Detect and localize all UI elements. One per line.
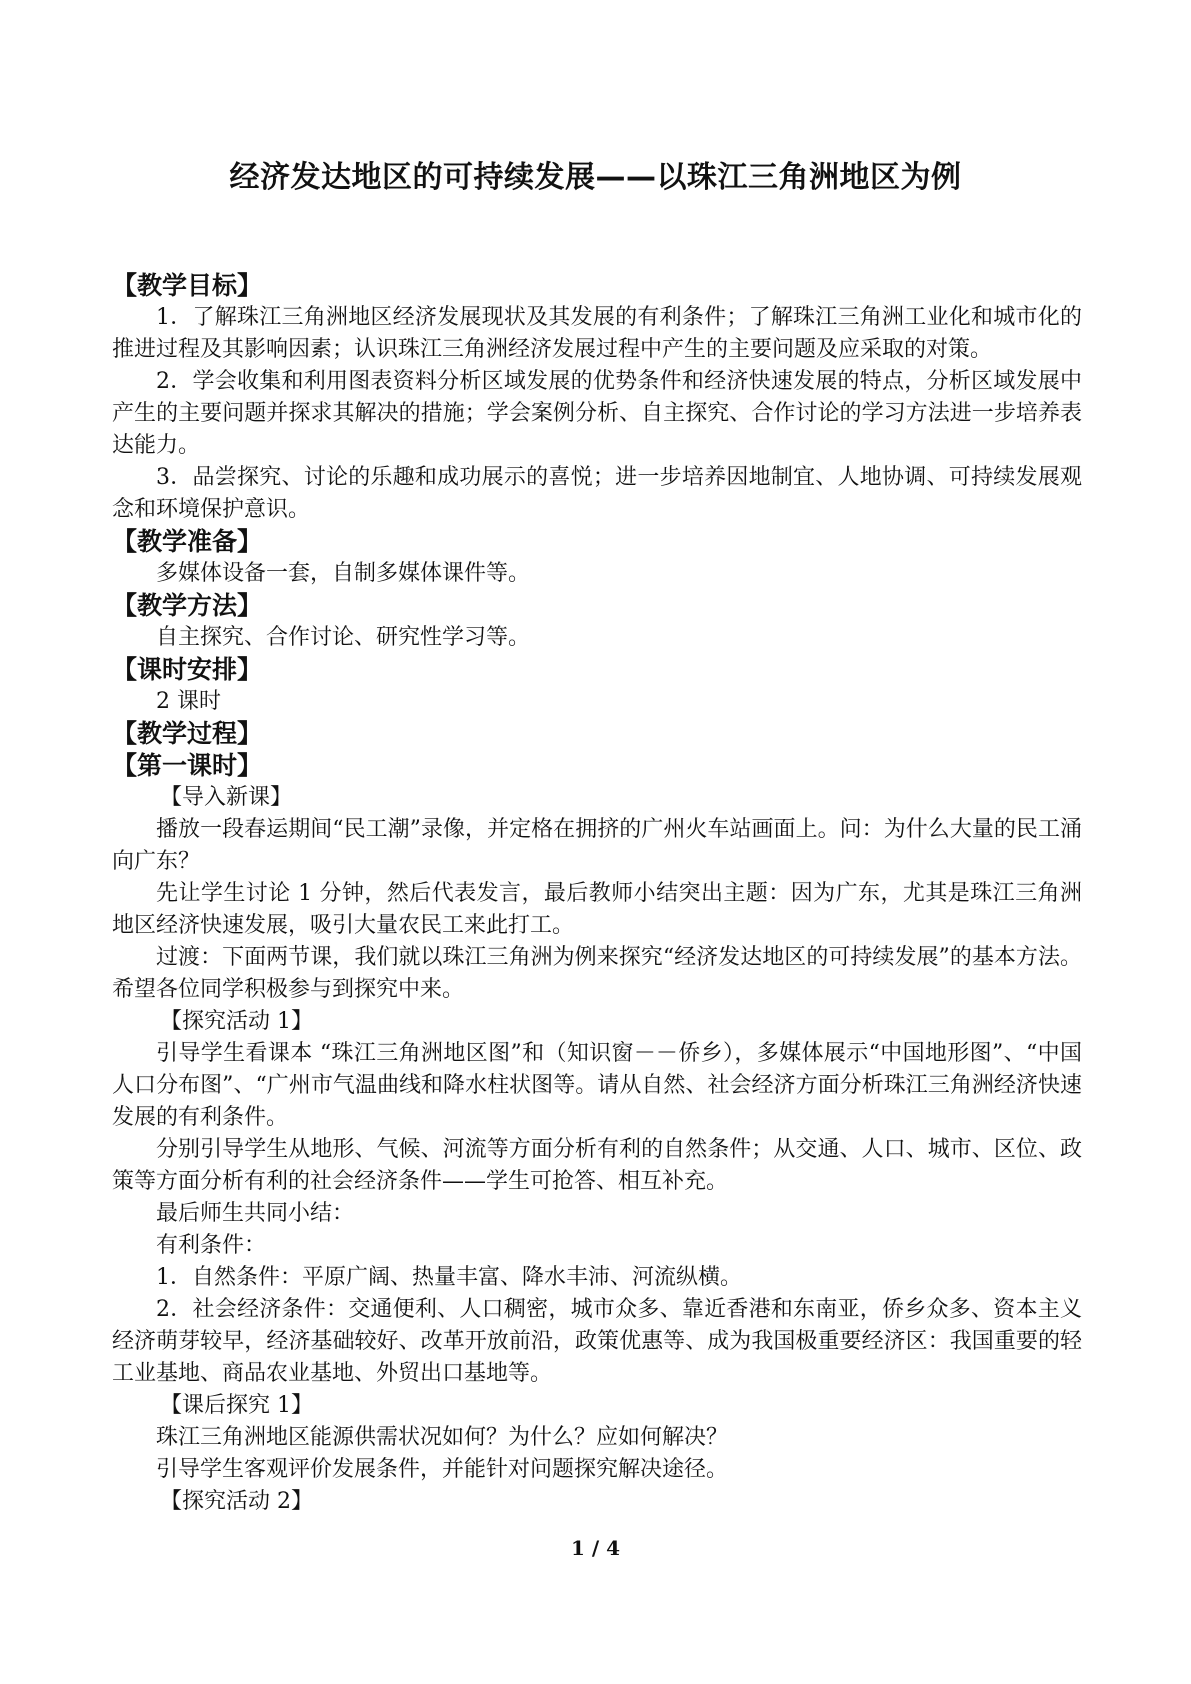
activity1-paragraph-1: 引导学生看课本 “珠江三角洲地区图”和（知识窗－－侨乡），多媒体展示“中国地形图”、“中国人口分布图”、“广州市气温曲线和降水柱状图等。请从自然、社会经济方面分析珠江三角洲经济快速发展的有利条件。 [112, 1041, 1082, 1130]
method-text: 自主探究、合作讨论、研究性学习等。 [156, 625, 531, 650]
activity2-label: 【探究活动 2】 [160, 1489, 313, 1514]
objective-2: 2．学会收集和利用图表资料分析区域发展的优势条件和经济快速发展的特点，分析区域发展中产生的主要问题并探求其解决的措施；学会案例分析、自主探究、合作讨论的学习方法进一步培养表达能力。 [112, 369, 1082, 458]
after1-paragraph-1: 珠江三角洲地区能源供需状况如何？为什么？应如何解决？ [156, 1425, 729, 1450]
lesson1-heading: 【第一课时】 [112, 751, 263, 780]
method-heading: 【教学方法】 [112, 591, 263, 620]
intro-paragraph-1: 播放一段春运期间“民工潮”录像，并定格在拥挤的广州火车站画面上。问：为什么大量的民工涌向广东？ [112, 817, 1082, 874]
document-title: 经济发达地区的可持续发展——以珠江三角洲地区为例 [229, 160, 962, 195]
intro-label: 【导入新课】 [160, 785, 293, 810]
intro-paragraph-2: 先让学生讨论 1 分钟，然后代表发言，最后教师小结突出主题：因为广东，尤其是珠江三角洲地区经济快速发展，吸引大量农民工来此打工。 [112, 881, 1082, 938]
hours-heading: 【课时安排】 [112, 655, 263, 684]
objectives-heading: 【教学目标】 [112, 271, 263, 300]
activity1-paragraph-3: 最后师生共同小结： [156, 1201, 355, 1226]
page-number: 1 / 4 [570, 1536, 621, 1560]
process-heading: 【教学过程】 [112, 719, 263, 748]
activity1-paragraph-4: 有利条件： [156, 1233, 267, 1258]
activity1-paragraph-6: 2．社会经济条件：交通便利、人口稠密，城市众多、靠近香港和东南亚，侨乡众多、资本主义经济萌芽较早，经济基础较好、改革开放前沿，政策优惠等、成为我国极重要经济区：我国重要的轻工业基地、商品农业基地、外贸出口基地等。 [112, 1297, 1082, 1386]
intro-paragraph-3: 过渡：下面两节课，我们就以珠江三角洲为例来探究“经济发达地区的可持续发展”的基本方法。希望各位同学积极参与到探究中来。 [112, 945, 1082, 1002]
activity1-label: 【探究活动 1】 [160, 1009, 313, 1034]
objective-1: 1．了解珠江三角洲地区经济发展现状及其发展的有利条件；了解珠江三角洲工业化和城市化的推进过程及其影响因素；认识珠江三角洲经济发展过程中产生的主要问题及应采取的对策。 [112, 305, 1082, 362]
after1-label: 【课后探究 1】 [160, 1393, 313, 1418]
after1-paragraph-2: 引导学生客观评价发展条件，并能针对问题探究解决途径。 [156, 1457, 729, 1482]
prep-text: 多媒体设备一套，自制多媒体课件等。 [156, 561, 531, 586]
document-body [112, 270, 1082, 1518]
activity1-paragraph-2: 分别引导学生从地形、气候、河流等方面分析有利的自然条件；从交通、人口、城市、区位、政策等方面分析有利的社会经济条件——学生可抢答、相互补充。 [112, 1137, 1082, 1194]
objective-3: 3．品尝探究、讨论的乐趣和成功展示的喜悦；进一步培养因地制宜、人地协调、可持续发展观念和环境保护意识。 [112, 465, 1082, 522]
activity1-paragraph-5: 1．自然条件：平原广阔、热量丰富、降水丰沛、河流纵横。 [156, 1265, 742, 1290]
prep-heading: 【教学准备】 [112, 527, 263, 556]
hours-text: 2 课时 [156, 689, 221, 714]
